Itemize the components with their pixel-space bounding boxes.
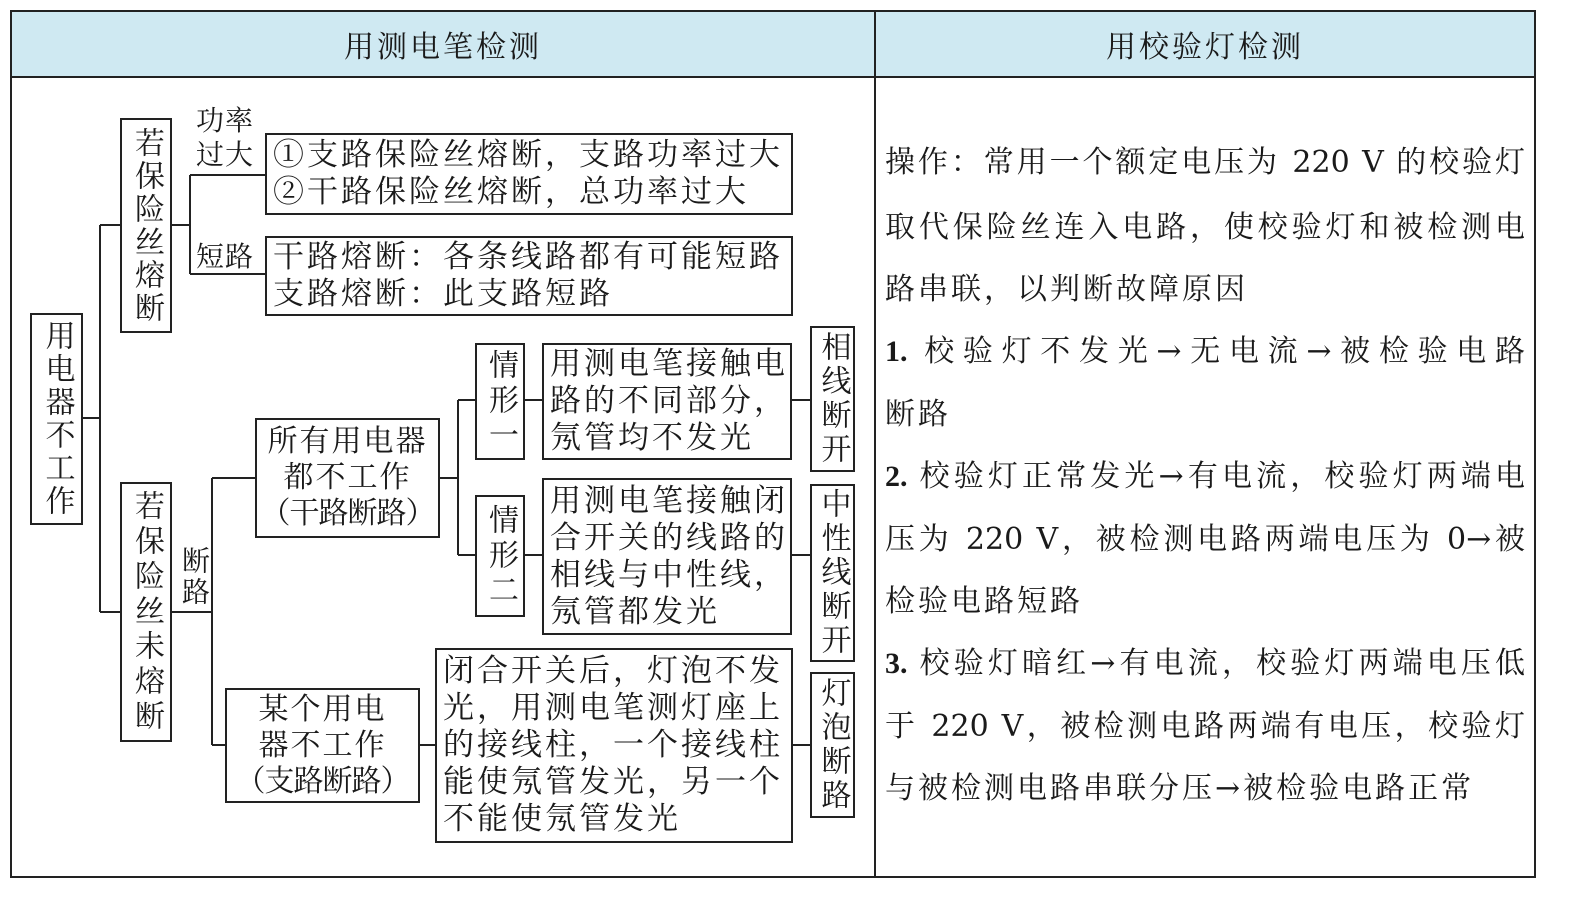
fuse-blown-box xyxy=(120,118,172,333)
short-circuit-case: 干路熔断：各条线路都有可能短路 xyxy=(273,239,783,275)
case1-result-box xyxy=(810,326,855,472)
check-lamp-line: 于 220 V，被检测电路两端有电压，校验灯 xyxy=(885,709,1525,744)
overload-label xyxy=(196,104,254,172)
column-divider xyxy=(874,10,876,878)
item-text: 校验灯不发光→无电流→被检验电路 xyxy=(915,334,1525,369)
fuse-intact-label: 若保险丝未熔断 xyxy=(129,489,164,735)
one-appliance-off-box xyxy=(225,688,420,803)
case2-result: 中性线断开 xyxy=(815,488,851,658)
all-off-line: （干路断路） xyxy=(260,496,435,531)
header-cell-check-lamp xyxy=(876,12,1534,78)
one-off-test-line: 不能使氖管发光 xyxy=(443,801,681,837)
short-circuit-label: 短路 xyxy=(196,240,255,273)
one-off-result: 灯泡断路 xyxy=(815,677,851,813)
item-text: 校验灯暗红→有电流，校验灯两端电压低 xyxy=(915,646,1525,681)
all-appliances-off-box xyxy=(255,418,440,538)
one-off-line: （支路断路） xyxy=(235,763,410,799)
one-off-test-line: 闭合开关后，灯泡不发 xyxy=(443,653,783,689)
one-off-test-line: 的接线柱，一个接线柱 xyxy=(443,727,783,763)
one-off-test-box xyxy=(435,648,793,843)
case2-result-box xyxy=(810,484,855,662)
case1-label: 情形一 xyxy=(483,349,518,454)
case1-box xyxy=(475,343,525,460)
check-lamp-item-2 xyxy=(885,457,1525,497)
all-off-line: 都不工作 xyxy=(283,460,412,495)
one-off-line: 器不工作 xyxy=(258,727,387,763)
short-circuit-case: 支路熔断：此支路短路 xyxy=(273,276,613,312)
check-lamp-line: 与被检测电路串联分压→被检验电路正常 xyxy=(885,771,1475,806)
fuse-intact-box xyxy=(120,482,172,742)
one-off-test-line: 光，用测电笔测灯座上 xyxy=(443,690,783,726)
check-lamp-item-3 xyxy=(885,644,1525,684)
case2-label: 情形二 xyxy=(483,503,518,609)
overload-cause: ②干路保险丝熔断，总功率过大 xyxy=(273,174,749,210)
check-lamp-line: 断路 xyxy=(885,397,951,432)
item-number: 1. xyxy=(885,335,908,368)
all-off-line: 所有用电器 xyxy=(267,424,428,459)
overload-label-line: 过大 xyxy=(196,138,255,171)
case2-line: 氖管都发光 xyxy=(550,593,720,630)
item-number: 3. xyxy=(885,647,908,680)
root-box xyxy=(30,313,83,525)
one-off-result-box xyxy=(810,672,855,818)
header-title-tester-pen: 用测电笔检测 xyxy=(344,30,542,65)
one-off-line: 某个用电 xyxy=(258,691,387,727)
case1-line: 氖管均不发光 xyxy=(550,420,754,456)
short-circuit-box xyxy=(265,236,793,316)
overload-causes-box xyxy=(265,133,793,215)
item-number: 2. xyxy=(885,460,908,493)
root-label: 用电器不工作 xyxy=(39,320,75,518)
check-lamp-line: 路串联，以判断故障原因 xyxy=(885,272,1248,307)
fuse-blown-label: 若保险丝熔断 xyxy=(129,126,164,325)
one-off-test-line: 能使氖管发光，另一个 xyxy=(443,764,783,800)
header-cell-tester-pen xyxy=(12,12,874,78)
case2-line: 合开关的线路的 xyxy=(550,519,788,556)
overload-label-line: 功率 xyxy=(196,104,255,137)
overload-cause: ①支路保险丝熔断，支路功率过大 xyxy=(273,137,783,173)
check-lamp-line: 检验电路短路 xyxy=(885,584,1083,619)
open-circuit-label: 断路 xyxy=(178,546,211,608)
case2-line: 用测电笔接触闭 xyxy=(550,482,788,519)
header-title-check-lamp: 用校验灯检测 xyxy=(1106,30,1304,65)
case1-result: 相线断开 xyxy=(815,331,851,467)
case1-line: 路的不同部分， xyxy=(550,383,788,419)
case2-description-box xyxy=(542,478,792,635)
item-text: 校验灯正常发光→有电流，校验灯两端电 xyxy=(915,459,1525,494)
check-lamp-line: 取代保险丝连入电路，使校验灯和被检测电 xyxy=(885,210,1525,245)
check-lamp-line: 操作：常用一个额定电压为 220 V 的校验灯 xyxy=(885,145,1525,180)
case1-line: 用测电笔接触电 xyxy=(550,346,788,382)
check-lamp-item-1 xyxy=(885,332,1525,372)
case1-description-box xyxy=(542,343,792,460)
check-lamp-line: 压为 220 V，被检测电路两端电压为 0→被 xyxy=(885,522,1525,557)
case2-line: 相线与中性线， xyxy=(550,556,788,593)
case2-box xyxy=(475,495,525,617)
